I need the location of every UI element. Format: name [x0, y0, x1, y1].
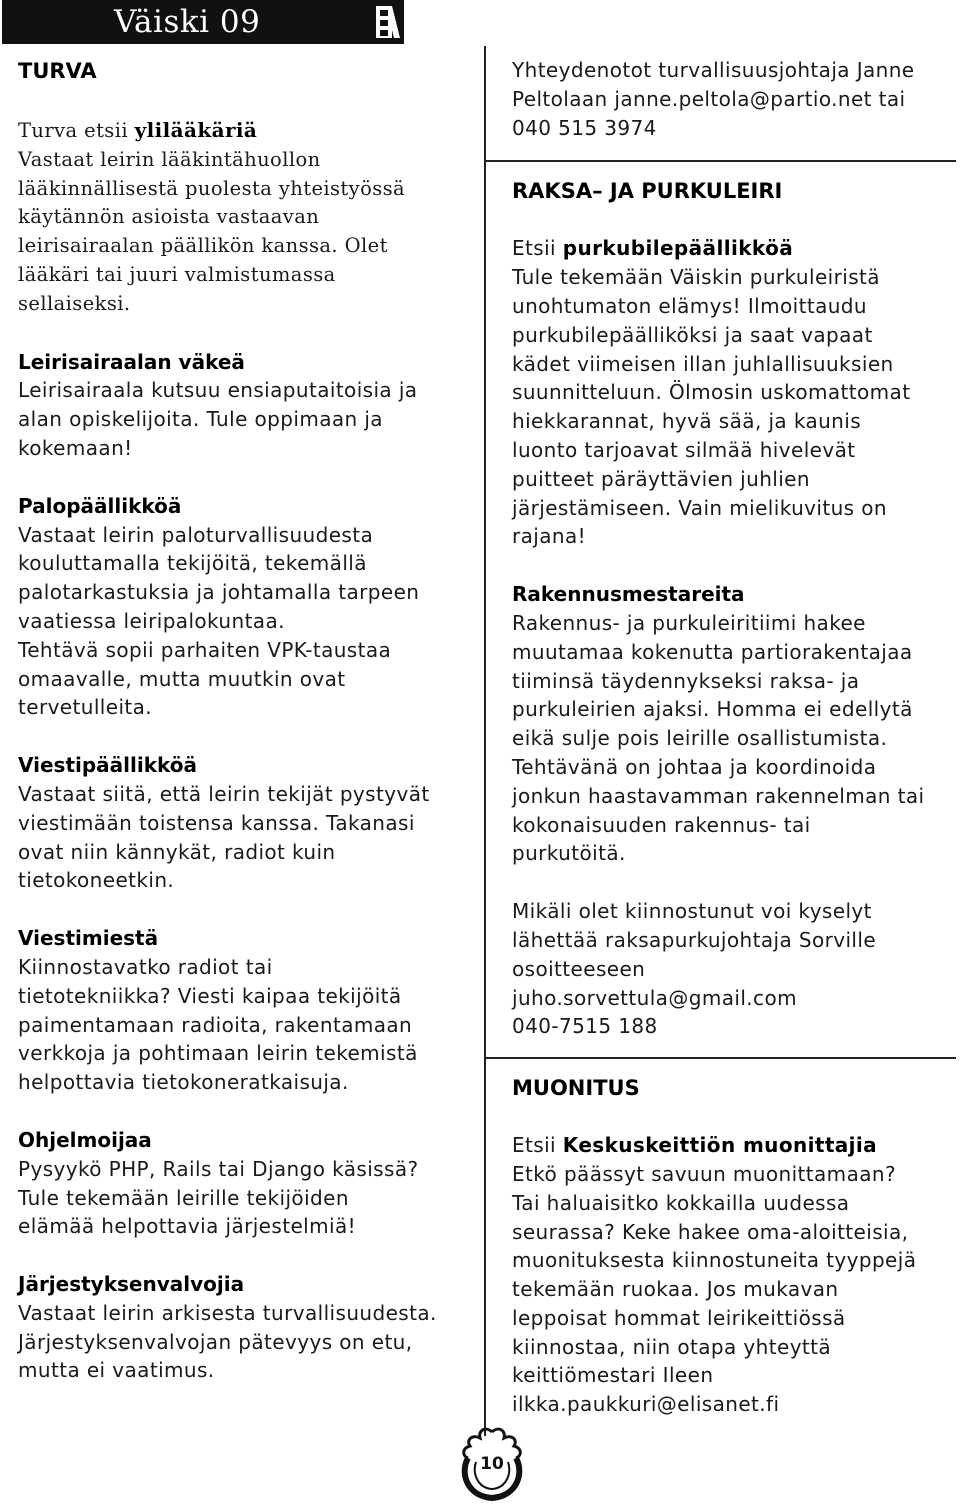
text-line: purkutöitä.	[512, 841, 626, 866]
block-ohjelmoija	[18, 1126, 468, 1241]
text-line: Vastaat leirin lääkintähuollon	[18, 147, 321, 171]
text-line: kouluttamalla tekijöitä, tekemällä	[18, 551, 367, 576]
text-line: alan opiskelijoita. Tule oppimaan ja	[18, 407, 383, 432]
ylilaakari-role: ylilääkäriä	[134, 118, 258, 142]
heading-rakennusmestari: Rakennusmestareita	[512, 582, 745, 607]
text-line: hiekkarannat, hyvä sää, ja kaunis	[512, 409, 862, 434]
text-line: Tai haluaisitko kokkailla uudessa	[512, 1190, 850, 1215]
text-line: käytännön asioista vastaavan	[18, 205, 320, 229]
text-line: lääkinnällisestä puolesta yhteistyössä	[18, 176, 406, 200]
text-line: helpottavia tietokoneratkaisuja.	[18, 1070, 349, 1095]
section-title-muonitus: MUONITUS	[512, 1076, 640, 1101]
block-viestipaallikko	[18, 751, 468, 895]
text-line: Vastaat leirin arkisesta turvallisuudesta.	[18, 1300, 437, 1325]
block-palopaallikko	[18, 492, 468, 722]
header-banner	[2, 0, 404, 44]
text-line: 040 515 3974	[512, 115, 657, 140]
text-line: paimentamaan radioita, rakentamaan	[18, 1012, 413, 1037]
text-line: Rakennus- ja purkuleiritiimi hakee	[512, 610, 866, 635]
email-link[interactable]: juho.sorvettula@gmail.com	[512, 985, 797, 1010]
left-column	[18, 56, 468, 1385]
block-leirisairaala	[18, 348, 468, 463]
text-line: järjestämiseen. Vain mielikuvitus on	[512, 495, 887, 520]
text-line: osoitteeseen	[512, 956, 646, 981]
text-line: vaatiessa leiripalokuntaa.	[18, 608, 285, 633]
film-strip-icon	[372, 4, 402, 40]
block-muonitus	[512, 1131, 952, 1419]
text-line: elämää helpottavia järjestelmiä!	[18, 1214, 357, 1239]
block-rakennusmestari	[512, 580, 952, 868]
text-line: muonituksesta kiinnostuneita tyyppejä	[512, 1248, 917, 1273]
text-line: viestimään toistensa kanssa. Takanasi	[18, 810, 415, 835]
text-line: leirisairaalan päällikön kanssa. Olet	[18, 234, 388, 258]
text-line: sellaiseksi.	[18, 291, 131, 315]
heading-leirisairaala: Leirisairaalan väkeä	[18, 349, 245, 374]
section-title-raksa: RAKSA– JA PURKULEIRI	[512, 179, 783, 204]
text-line: Tehtävä sopii parhaiten VPK-taustaa	[18, 637, 392, 662]
right-column	[512, 56, 952, 1419]
text-line: tervetulleita.	[18, 695, 153, 720]
text-line: Vastaat leirin paloturvallisuudesta	[18, 522, 374, 547]
heading-palopaallikko: Palopäällikköä	[18, 493, 182, 518]
text-line: Kiinnostavatko radiot tai	[18, 954, 273, 979]
text-line: Tule tekemään leirille tekijöiden	[18, 1185, 349, 1210]
text-line: kädet viimeisen illan juhlallisuuksien	[512, 351, 894, 376]
text-line: Leirisairaala kutsuu ensiaputaitoisia ja	[18, 378, 418, 403]
text-line: keittiömestari Ileen	[512, 1363, 714, 1388]
email-link[interactable]: ilkka.paukkuri@elisanet.fi	[512, 1392, 780, 1417]
text-line: kokonaisuuden rakennus- tai	[512, 812, 811, 837]
text-line: puitteet päräyttävien juhlien	[512, 466, 810, 491]
column-divider	[484, 46, 486, 1436]
text-line: lääkäri tai juuri valmistumassa	[18, 262, 336, 286]
text-line: eikä sulje pois leirille osallistumista.	[512, 726, 888, 751]
muonitus-prefix: Etsii	[512, 1133, 563, 1158]
page-number-badge	[452, 1426, 532, 1502]
block-jarjestyksenvalvoja	[18, 1270, 468, 1385]
heading-jarjestyksenvalvoja: Järjestyksenvalvojia	[18, 1272, 245, 1297]
text-line: verkkoja ja pohtimaan leirin tekemistä	[18, 1041, 418, 1066]
text-line: Pysyykö PHP, Rails tai Django käsissä?	[18, 1156, 419, 1181]
text-line: tietokoneetkin.	[18, 868, 175, 893]
text-line: tiiminsä täydennykseksi raksa- ja	[512, 668, 860, 693]
text-line: tekemään ruokaa. Jos mukavan	[512, 1277, 839, 1302]
text-line: ovat niin kännykät, radiot kuin	[18, 839, 336, 864]
text-line: muutamaa kokenutta partiorakentajaa	[512, 639, 913, 664]
text-line: rajana!	[512, 524, 587, 549]
text-line: palotarkastuksia ja johtamalla tarpeen	[18, 580, 420, 605]
block-purkubile	[512, 234, 952, 551]
text-line: omaavalle, mutta muutkin ovat	[18, 666, 346, 691]
text-line: leppoisat hommat leirikeittiössä	[512, 1305, 846, 1330]
text-line: luonto tarjoavat silmää hivelevät	[512, 437, 856, 462]
text-line: jonkun haastavamman rakennelman tai	[512, 783, 925, 808]
section-title-turva: TURVA	[18, 59, 97, 83]
block-viestimies	[18, 924, 468, 1097]
text-line: mutta ei vaatimus.	[18, 1358, 215, 1383]
header-title: Väiski 09	[114, 4, 261, 40]
text-line: kiinnostaa, niin otapa yhteyttä	[512, 1334, 832, 1359]
block-turva-contact	[512, 56, 952, 142]
text-line: purkuleirien ajaksi. Homma ei edellytä	[512, 697, 913, 722]
text-line: Järjestyksenvalvojan pätevyys on etu,	[18, 1329, 413, 1354]
purkubile-intro	[512, 234, 952, 263]
block-ylilaakari	[18, 116, 468, 319]
text-line: kokemaan!	[18, 435, 133, 460]
heading-ohjelmoija: Ohjelmoijaa	[18, 1127, 152, 1152]
text-line: Yhteydenotot turvallisuusjohtaja Janne	[512, 58, 915, 82]
block-raksa-contact	[512, 897, 952, 1041]
ylilaakari-prefix: Turva etsii	[18, 119, 135, 142]
muonitus-intro	[512, 1131, 952, 1160]
text-line: unohtumaton elämys! Ilmoittaudu	[512, 293, 867, 318]
text-line: Etkö päässyt savuun muonittamaan?	[512, 1161, 896, 1186]
text-line: seurassa? Keke hakee oma-aloitteisia,	[512, 1219, 909, 1244]
text-line: Tule tekemään Väiskin purkuleiristä	[512, 265, 880, 290]
ylilaakari-intro	[18, 116, 468, 146]
text-line: Mikäli olet kiinnostunut voi kyselyt	[512, 899, 872, 924]
phone-number: 040-7515 188	[512, 1014, 658, 1039]
text-line: suunnitteluun. Ölmosin uskomattomat	[512, 380, 911, 405]
page-number: 10	[480, 1454, 504, 1474]
text-line: lähettää raksapurkujohtaja Sorville	[512, 927, 877, 952]
muonitus-role: Keskuskeittiön muonittajia	[562, 1133, 878, 1158]
text-line: Peltolaan janne.peltola@partio.net tai	[512, 86, 906, 111]
text-line: Tehtävänä on johtaa ja koordinoida	[512, 754, 877, 779]
purkubile-prefix: Etsii	[512, 236, 563, 261]
text-line: purkubilepäälliköksi ja saat vapaat	[512, 322, 873, 347]
heading-viestipaallikko: Viestipäällikköä	[18, 753, 198, 778]
purkubile-role: purkubilepäällikköä	[562, 236, 794, 261]
text-line: tietotekniikka? Viesti kaipaa tekijöitä	[18, 983, 402, 1008]
heading-viestimies: Viestimiestä	[18, 926, 159, 951]
text-line: Vastaat siitä, että leirin tekijät pystyvät	[18, 781, 430, 806]
